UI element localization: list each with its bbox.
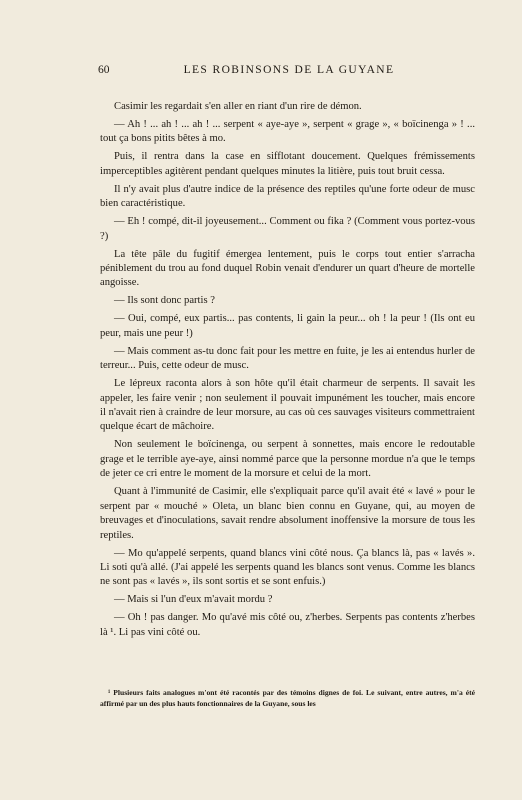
- footnotes: [100, 687, 475, 709]
- paragraph: Quant à l'immunité de Casimir, elle s'expliquait parce qu'il avait été « lavé » pour le serpent par « mouché » Oleta, un blanc bien connu en Guyane, qui, au moyen de breuvages et d'inoculations, savait rendre absolument inoffensive la morsure de tous les reptiles.: [100, 486, 475, 541]
- paragraph: La tête pâle du fugitif émergea lentement, puis le corps tout entier s'arracha péniblement du trou au fond duquel Robin venait d'endurer un quart d'heure de mortelle angoisse.: [100, 248, 475, 289]
- page-number: 60: [98, 64, 110, 76]
- paragraph: — Ils sont donc partis ?: [114, 295, 215, 307]
- paragraph: — Mo qu'appelé serpents, quand blancs vini côté nous. Ça blancs là, pas « lavés ». Li soti qu'à allé. (J'ai appelé les serpents quand les blancs sont venus. Comme les blancs ne sont pas « lavés », ils sont sortis et se sont enfuis.): [100, 547, 475, 588]
- paragraph: Il n'y avait plus d'autre indice de la présence des reptiles qu'une forte odeur de musc bien caractéristique.: [100, 183, 475, 210]
- paragraph: — Oh ! pas danger. Mo qu'avé mis côté ou, z'herbes. Serpents pas contents z'herbes là ¹. Li pas vini côté ou.: [100, 612, 475, 638]
- paragraph: — Mais comment as-tu donc fait pour les mettre en fuite, je les ai entendus hurler de terreur... Puis, cette odeur de musc.: [100, 345, 475, 372]
- paragraph: — Eh ! compé, dit-il joyeusement... Comment ou fika ? (Comment vous portez-vous ?): [100, 216, 475, 242]
- paragraph: Casimir les regardait s'en aller en riant d'un rire de démon.: [114, 101, 362, 112]
- paragraph: — Mais si l'un d'eux m'avait mordu ?: [114, 594, 273, 606]
- running-title: LES ROBINSONS DE LA GUYANE: [183, 64, 395, 76]
- paragraph: Non seulement le boïcinenga, ou serpent à sonnettes, mais encore le redoutable grage et le terrible aye-aye, ainsi nommé parce que la personne mordue n'a que le temps de jeter ce cri entre le moment de la morsure et celui de la mort.: [100, 439, 475, 480]
- paragraph: Puis, il rentra dans la case en sifflotant doucement. Quelques frémissements imperceptibles agitèrent pendant quelques minutes la litière, puis tout bruit cessa.: [100, 151, 475, 177]
- paragraph: — Ah ! ... ah ! ... ah ! ... serpent « aye-aye », serpent « grage », « boïcinenga » ! ... tout ça bons pitits bêtes à mo.: [100, 119, 475, 145]
- paragraph: — Oui, compé, eux partis... pas contents, li gain la peur... oh ! la peur ! (Ils ont eu peur, mais une peur !): [100, 313, 475, 339]
- footnote: ¹ Plusieurs faits analogues m'ont été racontés par des témoins dignes de foi. Le suivant, entre autres, m'a été affirmé par un des plus hauts fonctionnaires de la Guyane, sous les: [100, 688, 475, 708]
- page-header: [98, 64, 460, 82]
- paragraph: Le lépreux raconta alors à son hôte qu'il était charmeur de serpents. Il savait les appeler, les faire venir ; non seulement il pouvait impunément les toucher, mais encore il n'avait rien à craindre de leur morsure, au cas où ces sauvages visiteurs commettraient quelque écart de mâchoire.: [100, 378, 475, 433]
- body-text: [100, 100, 475, 644]
